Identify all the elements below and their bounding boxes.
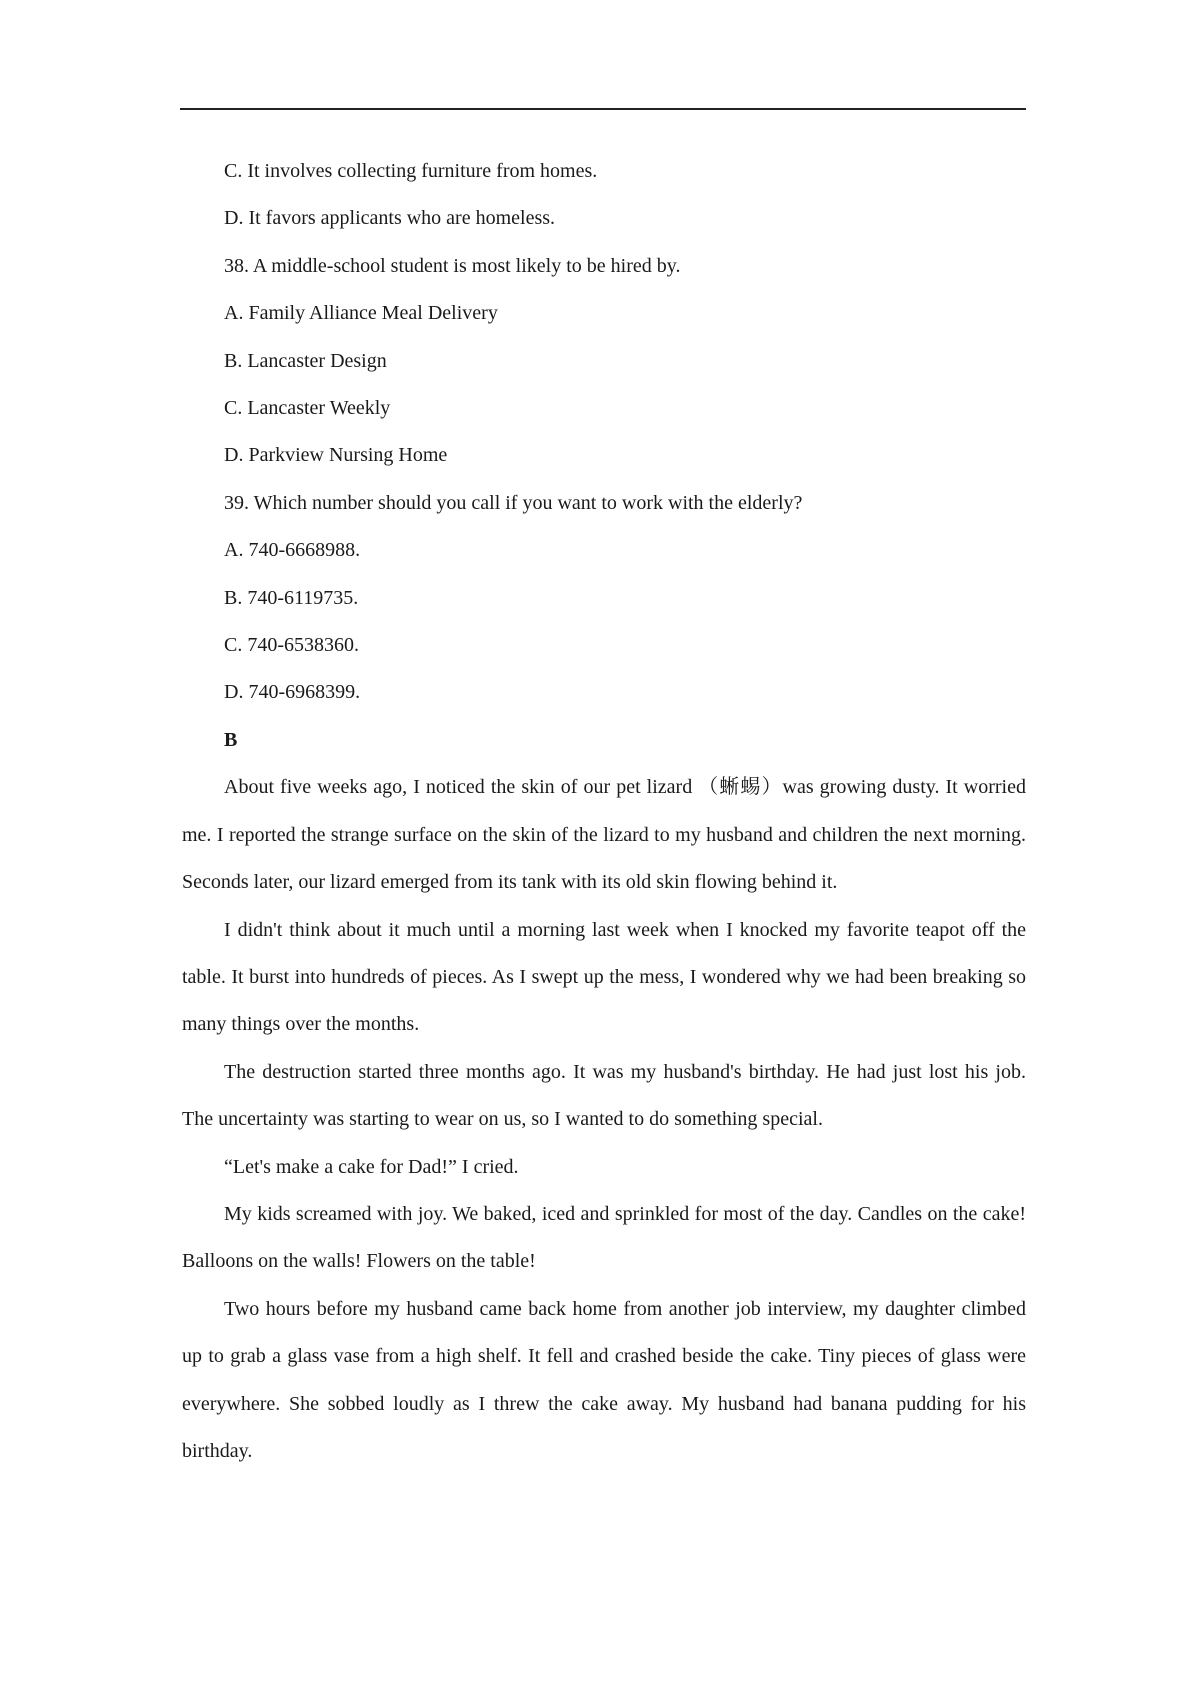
q38-stem: 38. A middle-school student is most likely to be hired by. bbox=[224, 254, 681, 277]
q37-option-c: C. It involves collecting furniture from homes. bbox=[224, 160, 598, 182]
passage-paragraph-2: I didn't think about it much until a morning last week when I knocked my favorite teapot off the table. It burst into hundreds of pieces. As I swept up the mess, I wondered why we had been breaking so many things over the months. bbox=[182, 918, 1026, 1036]
q38-option-a: A. Family Alliance Meal Delivery bbox=[224, 302, 498, 325]
header-rule bbox=[180, 108, 1026, 110]
q38-option-d: D. Parkview Nursing Home bbox=[224, 444, 448, 467]
q39-option-a: A. 740-6668988. bbox=[224, 539, 361, 562]
passage-paragraph-3: The destruction started three months ago. It was my husband's birthday. He had just lost his job. The uncertainty was starting to wear on us, so I wanted to do something special. bbox=[182, 1060, 1026, 1131]
passage-paragraph-5: My kids screamed with joy. We baked, iced and sprinkled for most of the day. Candles on the cake! Balloons on the walls! Flowers on the table! bbox=[182, 1202, 1026, 1273]
page-content bbox=[182, 148, 1026, 1475]
passage-paragraph-1: About five weeks ago, I noticed the skin of our pet lizard （蜥蜴）was growing dusty. It worried me. I reported the strange surface on the skin of the lizard to my husband and children the next morning. Seconds later, our lizard emerged from its tank with its old skin flowing behind it. bbox=[182, 776, 1026, 894]
q38-option-c: C. Lancaster Weekly bbox=[224, 397, 391, 420]
q39-stem: 39. Which number should you call if you want to work with the elderly? bbox=[224, 491, 803, 514]
passage-paragraph-4: “Let's make a cake for Dad!” I cried. bbox=[224, 1155, 519, 1178]
passage-paragraph-6: Two hours before my husband came back home from another job interview, my daughter climbed up to grab a glass vase from a high shelf. It fell and crashed beside the cake. Tiny pieces of glass were everywhere. She sobbed loudly as I threw the cake away. My husband had banana pudding for his birthday. bbox=[182, 1297, 1026, 1462]
q39-option-c: C. 740-6538360. bbox=[224, 634, 359, 657]
q37-option-d: D. It favors applicants who are homeless. bbox=[224, 207, 556, 230]
q39-option-d: D. 740-6968399. bbox=[224, 681, 361, 704]
q38-option-b: B. Lancaster Design bbox=[224, 349, 387, 372]
q39-option-b: B. 740-6119735. bbox=[224, 586, 359, 609]
section-heading: B bbox=[224, 728, 238, 751]
